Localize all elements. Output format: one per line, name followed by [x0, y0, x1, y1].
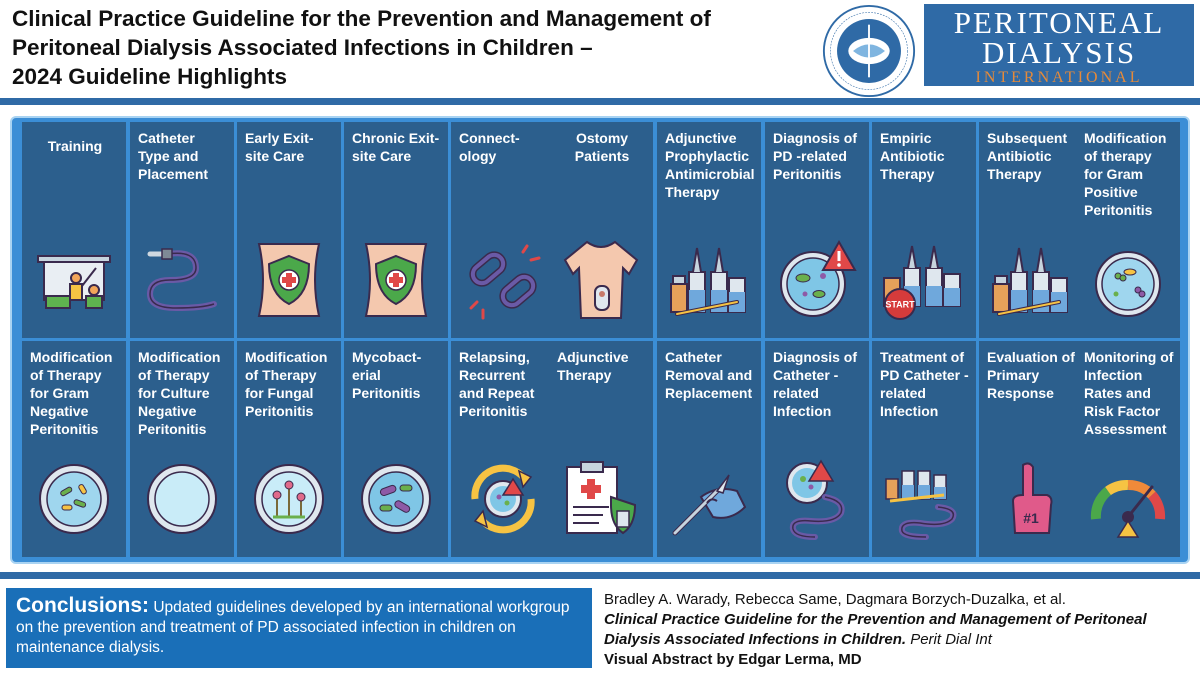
shield-abdomen-icon [247, 238, 331, 322]
topic-tile-ostomy [549, 122, 653, 338]
vials-start-icon [882, 238, 966, 322]
brand-line-1: PERITONEAL [953, 5, 1165, 40]
number-one-text: #1 [1023, 510, 1039, 526]
topic-label: Training [47, 138, 103, 154]
topic-label: Diagnosis of PD -related Peritonitis [773, 130, 858, 182]
broken-link-icon [461, 238, 545, 322]
topic-tile-diagnosis-catheter-infection [765, 341, 869, 557]
clipboard-vial-icon [559, 457, 643, 541]
topic-label: Treatment of PD Catheter -related Infection [880, 349, 969, 419]
title-line-1: Clinical Practice Guideline for the Prevention and Management of [12, 6, 711, 31]
conclusions-heading: Conclusions: [16, 594, 150, 617]
topic-label: Modification of Therapy for Culture Negative Peritonitis [138, 349, 221, 437]
topic-tile-culture-negative [130, 341, 234, 557]
topic-label: Diagnosis of Catheter -related Infection [773, 349, 858, 419]
topic-label: Modification of Therapy for Gram Negative Peritonitis [30, 349, 113, 437]
petri-dish-rods-icon [32, 457, 116, 541]
topic-tile-gram-negative [22, 341, 126, 557]
ostomy-torso-icon [559, 238, 643, 322]
topic-tile-evaluation-primary-response [979, 341, 1083, 557]
topic-tile-chronic-exit-site [344, 122, 448, 338]
topic-label: Adjunctive Therapy [557, 349, 629, 383]
training-icon [32, 238, 116, 322]
topic-tile-diagnosis-pd-peritonitis [765, 122, 869, 338]
topic-label: Early Exit-site Care [245, 130, 314, 164]
topic-tile-mycobacterial [344, 341, 448, 557]
petri-dish-cocci-icon [1086, 238, 1170, 322]
petri-dish-bacilli-icon [354, 457, 438, 541]
citation-authors: Bradley A. Warady, Rebecca Same, Dagmara Borzych-Duzalka, et al. [604, 591, 1066, 608]
topic-tile-training [22, 122, 126, 338]
topic-label: Catheter Removal and Replacement [665, 349, 753, 401]
topic-tile-subsequent-antibiotic [979, 122, 1083, 338]
topic-label: Mycobact-erial Peritonitis [352, 349, 422, 401]
ispd-seal-logo [822, 4, 916, 98]
topic-label: Evaluation of Primary Response [987, 349, 1075, 401]
conclusions-text: Updated guidelines developed by an international workgroup on the prevention and treatment of PD associated infection in children on maintenance dialysis. [16, 599, 570, 656]
topic-tile-adjunctive-therapy [549, 341, 653, 557]
foam-finger-icon [989, 457, 1073, 541]
topic-label: Subsequent Antibiotic Therapy [987, 130, 1068, 182]
shield-abdomen-icon [354, 238, 438, 322]
topic-label: Adjunctive Prophylactic Antimicrobial Therapy [665, 130, 755, 200]
citation-title: Clinical Practice Guideline for the Prevention and Management of Peritoneal Dialysis Associated Infections in Children. [604, 611, 1147, 648]
recurring-infection-icon [461, 457, 545, 541]
header-divider [0, 98, 1200, 105]
conclusions-box [6, 588, 592, 668]
empty-petri-dish-icon [140, 457, 224, 541]
topic-tile-early-exit-site [237, 122, 341, 338]
catheter-petri-icon [775, 457, 859, 541]
topic-tile-fungal [237, 341, 341, 557]
catheter-vials-icon [882, 457, 966, 541]
topic-label: Catheter Type and Placement [138, 130, 209, 182]
topic-tile-relapsing-recurrent [451, 341, 555, 557]
topic-label: Modification of Therapy for Fungal Peritonitis [245, 349, 328, 419]
topic-label: Empiric Antibiotic Therapy [880, 130, 945, 182]
topic-tile-catheter-removal [657, 341, 761, 557]
page-title [12, 4, 812, 91]
footer-divider [0, 572, 1200, 579]
topic-tile-adjunctive-prophylactic [657, 122, 761, 338]
title-line-2: Peritoneal Dialysis Associated Infections in Children – [12, 35, 593, 60]
citation-journal: Perit Dial Int [906, 631, 992, 648]
petri-dish-warning-icon [775, 238, 859, 322]
brand-line-2: DIALYSIS [981, 35, 1137, 70]
topic-label: Monitoring of Infection Rates and Risk Factor Assessment [1084, 349, 1174, 437]
citation-block [604, 590, 1194, 670]
brand-line-3: INTERNATIONAL [975, 69, 1143, 86]
topic-tile-gram-positive [1076, 122, 1180, 338]
catheter-icon [140, 238, 224, 322]
topic-tile-connectology [451, 122, 555, 338]
topic-label: Connect-ology [459, 130, 520, 164]
topic-tile-treatment-catheter-infection [872, 341, 976, 557]
journal-brand-logo [924, 4, 1194, 86]
topic-tile-empiric-antibiotic [872, 122, 976, 338]
topic-label: Chronic Exit-site Care [352, 130, 440, 164]
title-line-3: 2024 Guideline Highlights [12, 64, 288, 89]
gauge-icon [1086, 457, 1170, 541]
topic-tile-monitoring-infection-rates [1076, 341, 1180, 557]
visual-abstract-credit: Visual Abstract by Edgar Lerma, MD [604, 651, 862, 668]
topic-label: Relapsing, Recurrent and Repeat Peritonitis [459, 349, 535, 419]
scalpel-hand-icon [667, 457, 751, 541]
topic-label: Modification of therapy for Gram Positive Peritonitis [1084, 130, 1167, 218]
petri-dish-fungus-icon [247, 457, 331, 541]
topic-label: Ostomy Patients [574, 130, 630, 164]
topic-tile-catheter-type [130, 122, 234, 338]
start-sign-text: START [885, 299, 915, 310]
vials-syringe-icon [989, 238, 1073, 322]
vials-syringe-icon [667, 238, 751, 322]
